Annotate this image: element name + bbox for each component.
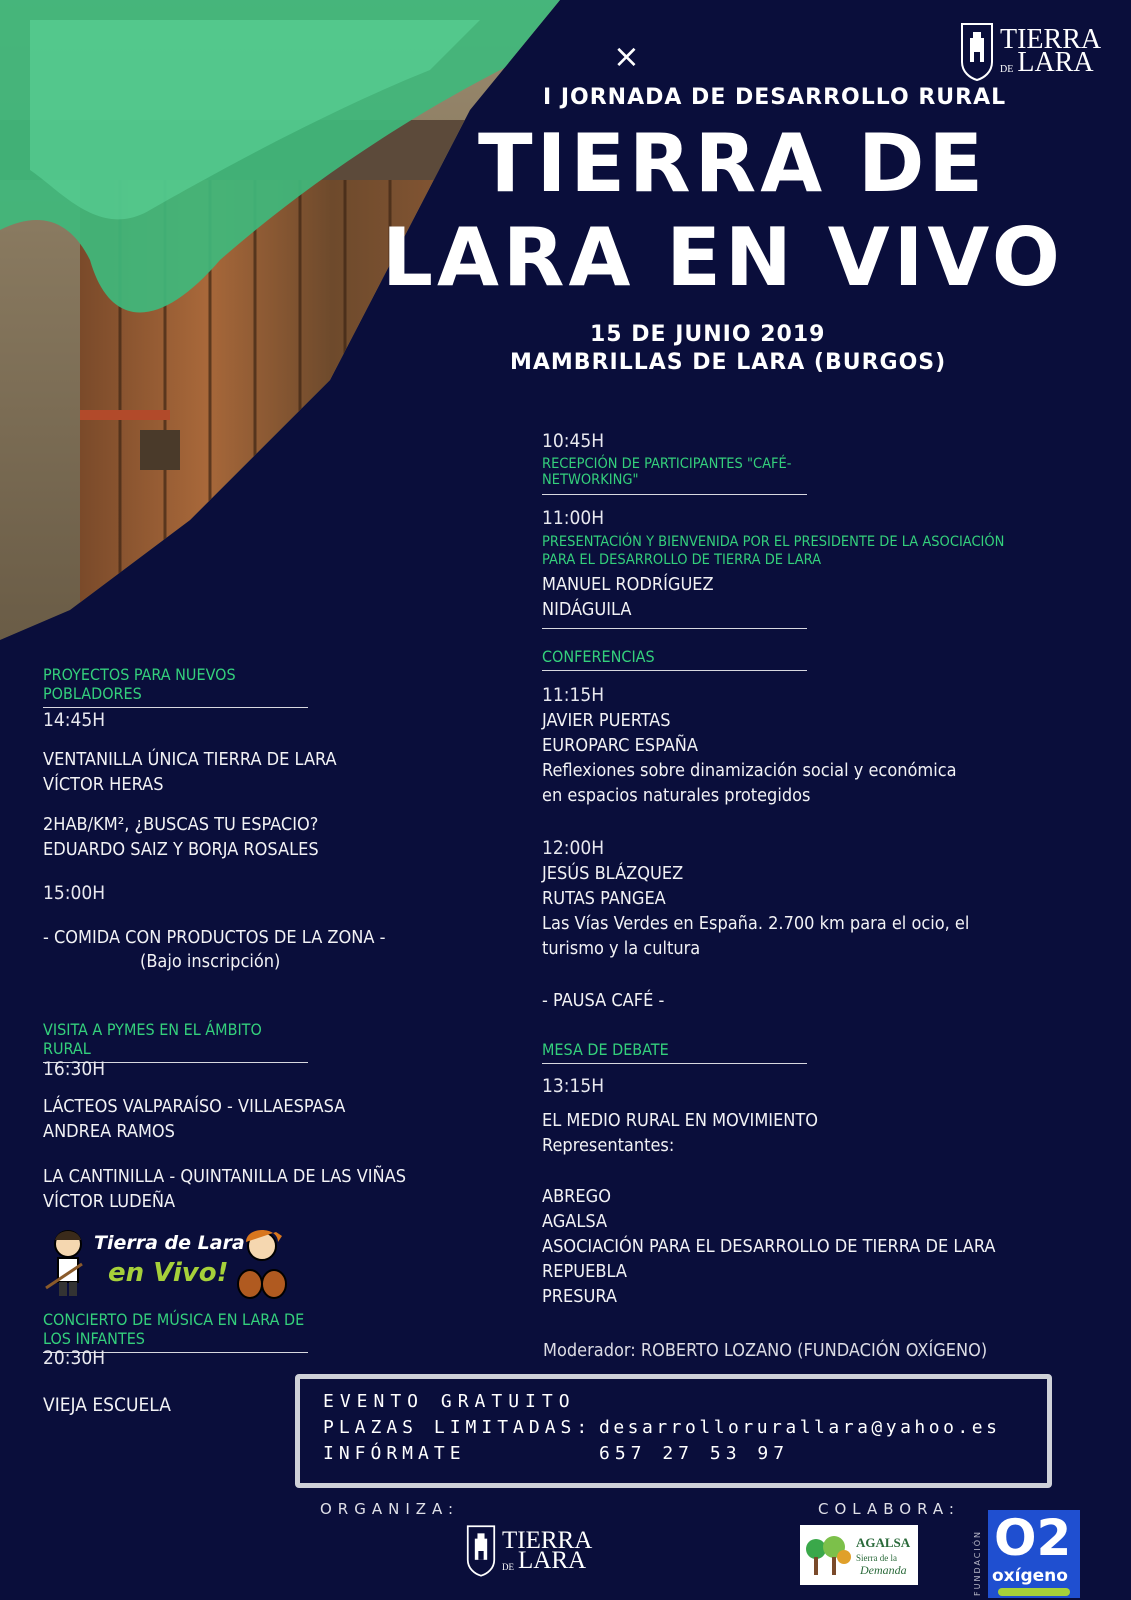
band-name: VIEJA ESCUELA	[43, 1394, 171, 1416]
lunch: - COMIDA CON PRODUCTOS DE LA ZONA -	[43, 927, 386, 948]
oxigeno-logo	[988, 1510, 1080, 1598]
time-1200: 12:00H	[542, 837, 605, 859]
event-title-line1: TIERRA DE	[478, 117, 988, 210]
topic1-line2: en espacios naturales protegidos	[542, 785, 811, 806]
brand-line1: TIERRA	[1000, 24, 1102, 56]
mascot-line1: Tierra de Lara	[94, 1232, 245, 1254]
info-label: INFÓRMATE	[323, 1443, 466, 1464]
event-date: 15 DE JUNIO 2019	[590, 322, 826, 347]
time-1045: 10:45H	[542, 430, 605, 452]
organizer-brand-line2: LARA	[518, 1547, 587, 1574]
agalsa-name: AGALSA	[856, 1535, 911, 1550]
welcome-line1: PRESENTACIÓN Y BIENVENIDA POR EL PRESIDENTE DE LA ASOCIACIÓN	[542, 534, 1005, 550]
reception-label: RECEPCIÓN DE PARTICIPANTES "CAFÉ-NETWORKING"	[542, 456, 792, 488]
welcome-line2: PARA EL DESARROLLO DE TIERRA DE LARA	[542, 552, 822, 568]
cantinilla-title: LA CANTINILLA - QUINTANILLA DE LAS VIÑAS	[43, 1166, 407, 1187]
concert-heading: CONCIERTO DE MÚSICA EN LARA DE LOS INFANTES	[43, 1310, 308, 1353]
lacteos-speaker: ANDREA RAMOS	[43, 1121, 175, 1142]
topic2-line1: Las Vías Verdes en España. 2.700 km para el ocio, el	[542, 913, 970, 934]
fundacion-label: FUNDACIÓN	[973, 1529, 982, 1596]
event-place: MAMBRILLAS DE LARA (BURGOS)	[510, 350, 947, 375]
ventanilla-title: VENTANILLA ÚNICA TIERRA DE LARA	[43, 749, 337, 770]
topic1-line1: Reflexiones sobre dinamización social y económica	[542, 760, 957, 781]
organiza-label: ORGANIZA:	[320, 1500, 460, 1518]
oxigeno-leaf-bar	[998, 1588, 1070, 1596]
organizer-brand-de: DE	[502, 1561, 514, 1572]
org-abrego: ABREGO	[542, 1186, 611, 1207]
cantinilla-speaker: VÍCTOR LUDEÑA	[43, 1191, 176, 1212]
debate-title: EL MEDIO RURAL EN MOVIMIENTO	[542, 1110, 819, 1131]
agalsa-sub1: Sierra de la	[856, 1553, 897, 1563]
colabora-label: COLABORA:	[818, 1500, 960, 1518]
agalsa-sub2: Demanda	[860, 1563, 907, 1577]
time-1100: 11:00H	[542, 507, 605, 529]
org-asociacion: ASOCIACIÓN PARA EL DESARROLLO DE TIERRA DE LARA	[542, 1236, 996, 1257]
info-box	[295, 1374, 1052, 1488]
org-agalsa: AGALSA	[542, 1211, 608, 1232]
tierra-de-lara-logo	[960, 22, 1101, 82]
moderator: Moderador: ROBERTO LOZANO (FUNDACIÓN OXÍGENO)	[543, 1340, 988, 1361]
speaker-javier: JAVIER PUERTAS	[542, 710, 671, 731]
mascot-line2: en Vivo!	[108, 1258, 229, 1288]
topic2-line2: turismo y la cultura	[542, 938, 701, 959]
free-event: EVENTO GRATUITO	[323, 1391, 576, 1412]
agalsa-logo	[800, 1525, 918, 1585]
time-1630: 16:30H	[43, 1058, 106, 1080]
ventanilla-speaker: VÍCTOR HERAS	[43, 774, 164, 795]
conferences-heading: CONFERENCIAS	[542, 647, 807, 671]
oxigeno-word: oxígeno	[992, 1566, 1068, 1586]
org-repuebla: REPUEBLA	[542, 1261, 627, 1282]
space-title: 2HAB/KM², ¿BUSCAS TU ESPACIO?	[43, 814, 319, 835]
limited-places-label: PLAZAS LIMITADAS:	[323, 1417, 593, 1438]
event-subtitle: I JORNADA DE DESARROLLO RURAL	[543, 85, 1007, 110]
organizer-brand-line1: TIERRA	[502, 1526, 593, 1554]
contact-phone[interactable]: 657 27 53 97	[599, 1443, 790, 1464]
organizer-logo	[466, 1524, 592, 1578]
president-name: MANUEL RODRÍGUEZ NIDÁGUILA	[542, 572, 807, 629]
welcome-text	[542, 533, 1004, 569]
lacteos-title: LÁCTEOS VALPARAÍSO - VILLAESPASA	[43, 1096, 346, 1117]
close-icon[interactable]: ×	[613, 37, 640, 75]
event-title-line2: LARA EN VIVO	[382, 211, 1064, 304]
fundacion-label-wrap	[973, 1512, 985, 1596]
speaker-jesus: JESÚS BLÁZQUEZ	[542, 863, 684, 884]
brand-de: DE	[1000, 63, 1014, 75]
time-1445: 14:45H	[43, 709, 106, 731]
mascot-logo	[42, 1228, 292, 1303]
new-settlers-heading: PROYECTOS PARA NUEVOS POBLADORES	[43, 665, 308, 708]
drummer-mascot-icon	[232, 1228, 292, 1302]
org-presura: PRESURA	[542, 1286, 617, 1307]
smes-heading: VISITA A PYMES EN EL ÁMBITO RURAL	[43, 1020, 308, 1063]
trees-icon	[804, 1535, 852, 1577]
contact-email[interactable]: desarrollorurallara@yahoo.es	[599, 1417, 1001, 1438]
org-europarc: EUROPARC ESPAÑA	[542, 735, 698, 756]
castle-shield-icon	[960, 22, 994, 82]
brand-line2: LARA	[1017, 47, 1094, 78]
debate-heading: MESA DE DEBATE	[542, 1040, 807, 1064]
castle-shield-icon	[466, 1524, 496, 1578]
representatives-label: Representantes:	[542, 1135, 675, 1156]
time-1115: 11:15H	[542, 684, 605, 706]
org-rutas-pangea: RUTAS PANGEA	[542, 888, 666, 909]
coffee-break: - PAUSA CAFÉ -	[542, 990, 665, 1011]
space-speakers: EDUARDO SAIZ Y BORJA ROSALES	[43, 839, 319, 860]
lunch-note: (Bajo inscripción)	[140, 951, 281, 972]
time-2030: 20:30H	[43, 1347, 106, 1369]
reception-text	[542, 456, 807, 501]
kid-mascot-icon	[42, 1228, 94, 1300]
time-1315: 13:15H	[542, 1075, 605, 1097]
time-1500: 15:00H	[43, 882, 106, 904]
oxigeno-o2: O2	[994, 1509, 1072, 1567]
